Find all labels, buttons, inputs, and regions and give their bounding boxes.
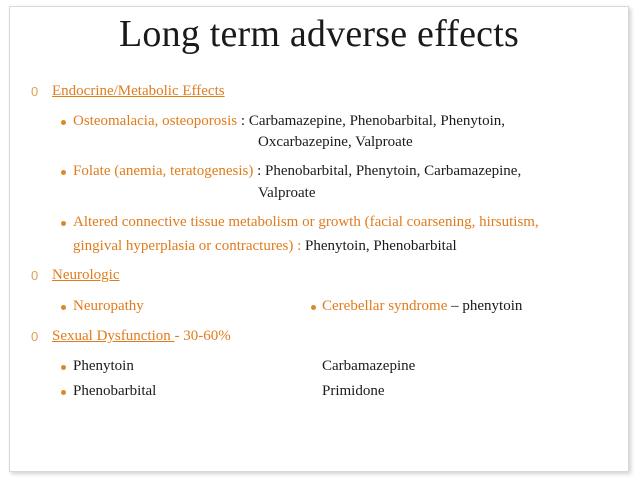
item-connective-label-2: gingival hyperplasia or contractures) :: [73, 238, 302, 254]
item-connective-label-1: Altered connective tissue metabolism or growth (facial coarsening, hirsutism,: [73, 214, 539, 230]
item-cerebellar-label: Cerebellar syndrome: [322, 298, 448, 314]
level1-marker-sexual: 0: [31, 329, 39, 344]
heading-sexual-rest: - 30-60%: [174, 328, 231, 344]
item-folate-drugs-1: Phenobarbital, Phenytoin, Carbamazepine,: [265, 163, 522, 179]
item-primidone: Primidone: [322, 383, 385, 399]
item-neuropathy: Neuropathy: [73, 298, 144, 314]
bullet-icon: [61, 305, 66, 310]
item-osteomalacia-drugs-1: Carbamazepine, Phenobarbital, Phenytoin,: [248, 113, 505, 129]
level1-marker-endocrine: 0: [31, 84, 39, 99]
heading-neurologic[interactable]: Neurologic: [52, 267, 120, 283]
item-folate-label: Folate (anemia, teratogenesis): [73, 163, 254, 179]
item-phenytoin: Phenytoin: [73, 358, 134, 374]
slide-title: Long term adverse effects: [119, 13, 519, 55]
item-cerebellar: [322, 297, 522, 315]
heading-sexual: [52, 327, 231, 345]
item-connective-drugs: Phenytoin, Phenobarbital: [301, 238, 457, 254]
bullet-icon: [61, 120, 66, 125]
bullet-icon: [61, 390, 66, 395]
bullet-icon: [61, 170, 66, 175]
bullet-icon: [61, 365, 66, 370]
item-folate-sep: :: [253, 163, 266, 179]
item-carbamazepine: Carbamazepine: [322, 358, 416, 374]
item-osteomalacia: [73, 112, 505, 130]
item-osteomalacia-sep: :: [237, 113, 249, 129]
item-phenobarbital: Phenobarbital: [73, 383, 157, 399]
heading-sexual-link[interactable]: Sexual Dysfunction: [52, 328, 175, 344]
item-folate: [73, 162, 521, 180]
item-cerebellar-rest: – phenytoin: [447, 298, 523, 314]
item-folate-drugs-2: Valproate: [258, 185, 316, 201]
heading-endocrine[interactable]: Endocrine/Metabolic Effects: [52, 83, 225, 99]
item-connective-line2: [73, 237, 457, 255]
bullet-icon: [311, 305, 316, 310]
item-osteomalacia-drugs-2: Oxcarbazepine, Valproate: [258, 134, 413, 150]
item-osteomalacia-label: Osteomalacia, osteoporosis: [73, 113, 238, 129]
level1-marker-neurologic: 0: [31, 268, 39, 283]
bullet-icon: [61, 221, 66, 226]
